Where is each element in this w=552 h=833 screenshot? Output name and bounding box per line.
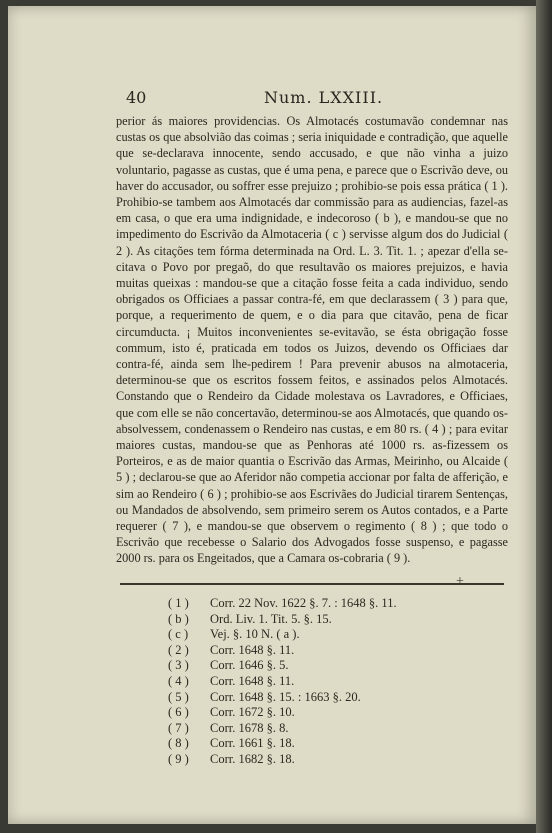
footnote	[168, 736, 508, 752]
footnote	[168, 612, 508, 628]
footnote	[168, 658, 508, 674]
page-header	[8, 86, 538, 110]
footnote-reference: Vej. §. 10 N. ( a ).	[210, 627, 300, 642]
running-title: Num. LXXIII.	[264, 88, 384, 107]
footnote	[168, 627, 508, 643]
page-number: 40	[126, 88, 147, 107]
footnote	[168, 674, 508, 690]
footnote-reference: Corr. 1678 §. 8.	[210, 720, 289, 735]
footnote-marker: ( 3 )	[168, 658, 189, 673]
footnote-reference: Corr. 1661 §. 18.	[210, 736, 295, 751]
footnote-reference: Corr. 1648 §. 11.	[210, 673, 295, 688]
footnote	[168, 721, 508, 737]
footnote	[168, 752, 508, 768]
footnote-reference: Corr. 22 Nov. 1622 §. 7. : 1648 §. 11.	[210, 596, 397, 610]
footnote-reference: Corr. 1682 §. 18.	[210, 751, 295, 766]
footnote-marker: ( 5 )	[168, 689, 189, 704]
footnote-marker: ( 7 )	[168, 720, 189, 735]
body-paragraph: perior ás maiores providencias. Os Almotacés costumavão condemnar nas custas os que absolvião das coimas ; seria iniquidade e contradição, que aquelle que se-declarava innocente, sendo accusado, e que não vinha a juizo voluntario, pagasse as custas, que é uma pena, e parece que o Escrivão deve, ou haver do accusador, ou soffrer esse prejuizo ; prohibio-se pois essa prática ( 1 ). Prohibio-se tambem aos Almotacés dar commissão para as audiencias, fazel-as em casa, o que era uma indignidade, e indecoroso ( b ), e mandou-se que no impedimento do Escrivão da Almotaceria ( c ) servisse algum dos do Judicial ( 2 ). As citações tem fórma determinada na Ord. L. 3. Tit. 1. ; apezar d'ella se-citava o Povo por pregaõ, do que resultavão os maiores prejuizos, e havia muitas queixas : mandou-se que a citação fosse feita a cada individuo, sendo obrigados os Officiaes a passar contra-fé, em que declarassem ( 3 ) para que, porque, a requerimento de quem, e o dia para que citavão, pena de ficar circumducta. ¡ Muitos inconvenientes se-evitavão, se ésta obrigação fosse commum, isto é, praticada em todos os Juizos, devendo os Officiaes dar contra-fé, ainda sem lhe-pedirem ! Para prevenir abusos na almotaceria, determinou-se que os escritos fossem feitos, e assinados pelos Almotacés. Constando que o Rendeiro da Cidade molestava os Lavradores, e Officiaes, que com elle se não concertavão, determinou-se aos Almotacés, que quando os-absolvessem, condenassem o Rendeiro nas custas, e em 80 rs. ( 4 ) ; para evitar maiores custas, mandou-se que as Penhoras até 1000 rs. as-fizessem os Porteiros, e as de maior quantia o Escrivão das Armas, Meirinho, ou Alcaide ( 5 ) ; declarou-se que ao Aferidor não competia accionar por falta de afferição, e sim ao Rendeiro ( 6 ) ; prohibio-se aos Escrivães do Judicial tirarem Sentenças, ou Mandados de absolvendo, sem primeiro serem os Autos contados, e a Parte requerer ( 7 ), e mandou-se que observem o regimento ( 8 ) ; que todo o Escrivão que recebesse o Salario dos Advogados fosse suspenso, e pagasse 2000 rs. para os Engeitados, que a Camara os-cobraria ( 9 ).	[116, 114, 508, 566]
footnote-divider	[120, 583, 504, 585]
footnote	[168, 705, 508, 721]
book-spine-shadow	[536, 0, 552, 833]
footnote-reference: Corr. 1648 §. 11.	[210, 642, 295, 657]
footnote	[168, 643, 508, 659]
divider-mark: +	[456, 574, 464, 589]
footnote	[168, 690, 508, 706]
footnote-marker: ( 4 )	[168, 673, 189, 688]
footnote-reference: Ord. Liv. 1. Tit. 5. §. 15.	[210, 611, 332, 626]
footnote-reference: Corr. 1648 §. 15. : 1663 §. 20.	[210, 689, 361, 704]
footnote-marker: ( b )	[168, 611, 189, 626]
footnote-marker: ( 2 )	[168, 642, 189, 657]
footnote-reference: Corr. 1672 §. 10.	[210, 705, 295, 720]
footnote-marker: ( c )	[168, 627, 189, 642]
footnote-marker: ( 9 )	[168, 751, 189, 766]
footnote-marker: ( 6 )	[168, 705, 189, 720]
footnote	[168, 596, 508, 612]
footnote-marker: ( 1 )	[168, 596, 189, 610]
footnotes-list	[168, 596, 508, 768]
book-page	[8, 6, 538, 824]
footnote-marker: ( 8 )	[168, 736, 189, 751]
footnote-reference: Corr. 1646 §. 5.	[210, 658, 289, 673]
